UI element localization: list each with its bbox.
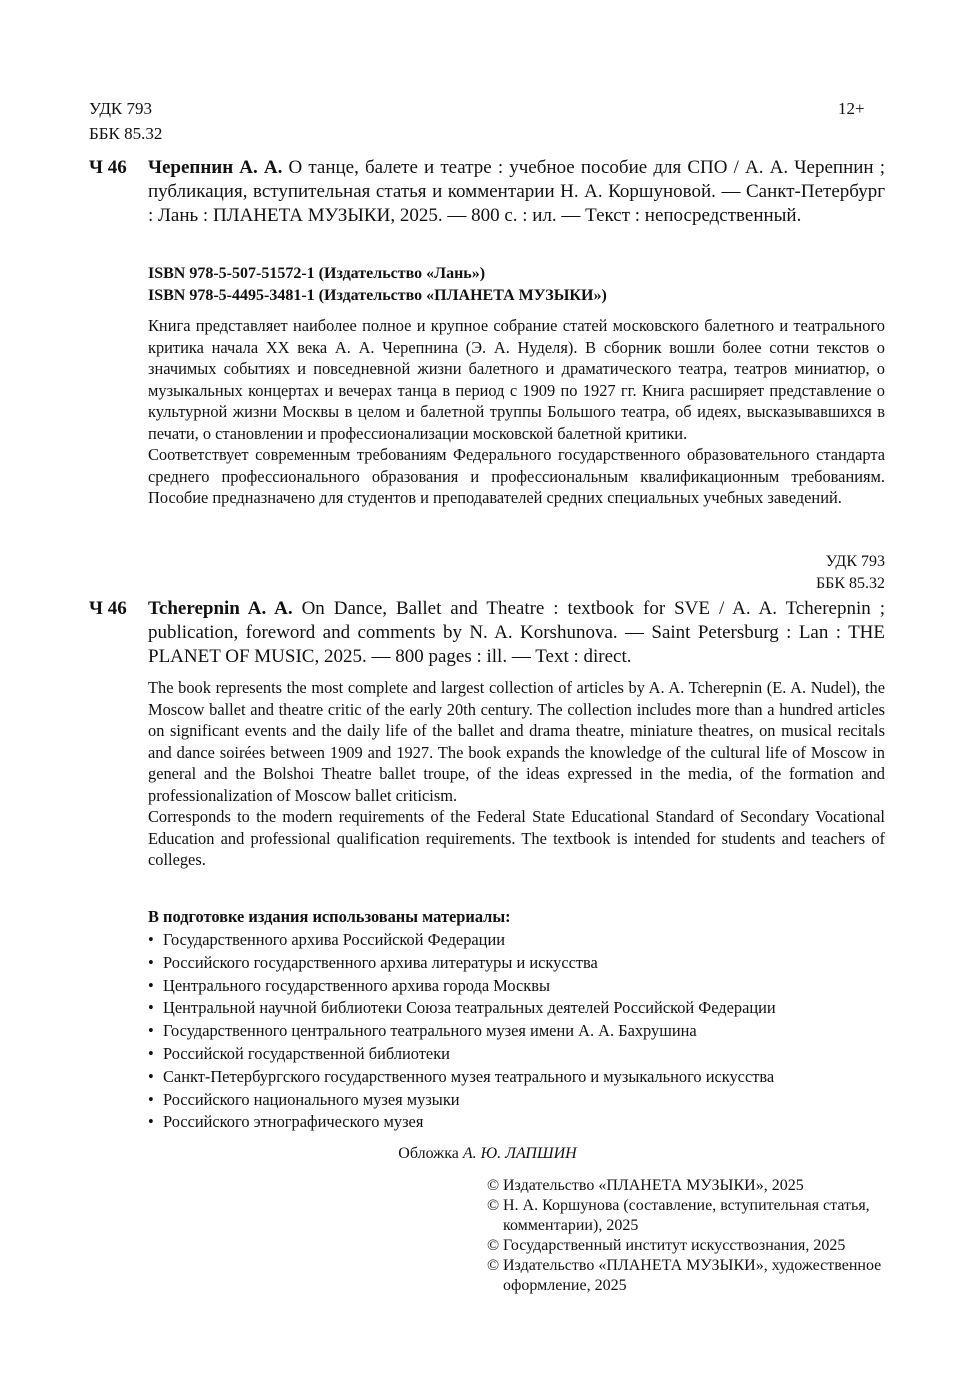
author-name-ru: Черепнин А. А. [148,157,283,178]
record-text-ru: О танце, балете и театре : учебное пособие для СПО / А. А. Черепнин ; публикация, вступительная статья и комментарии Н. А. Коршуновой. — Санкт-Петербург : Лань : ПЛАНЕТА МУЗЫКИ, 2025. — 800 с. : ил. — Текст : непосредственный. [148,157,886,226]
copyright-icon: © [487,1237,500,1254]
author-sign-ru: Ч 46 [89,157,127,178]
list-item: • Центрального государственного архива города Москвы [148,975,885,998]
bullet-icon: • [148,975,154,995]
list-item: • Государственного центрального театрального музея имени А. А. Бахрушина [148,1020,885,1043]
list-item: • Российского этнографического музея [148,1111,885,1134]
abstract-ru-paragraph-1: Книга представляет наиболее полное и крупное собрание статей московского балетного и театрального критика начала XX века А. А. Черепнина (Э. А. Нуделя). В сборник вошли более сотни текстов о значимых событиях и повседневной жизни балетного и драматического театра, театров миниатюр, о музыкальных концертах и вечерах танца в период с 1909 по 1927 гг. Книга расширяет представление о культурной жизни Москвы в целом и балетной труппы Большого театра, об идеях, высказывавшихся в печати, о становлении и профессионализации московской балетной критики. [148,316,885,443]
bullet-icon: • [148,1112,154,1132]
record-text-en: On Dance, Ballet and Theatre : textbook for SVE / A. A. Tcherepnin ; publication, foreword and comments by N. A. Korshunova. — Saint Petersburg : Lan : THE PLANET OF MUSIC, 2025. — 800 pages : ill. — Text : direct. [148,598,885,667]
isbn-lan: ISBN 978-5-507-51572-1 (Издательство «Лань») [148,265,486,282]
classification-block-right [700,551,885,595]
bullet-icon: • [148,998,154,1018]
isbn-planet: ISBN 978-5-4495-3481-1 (Издательство «ПЛАНЕТА МУЗЫКИ») [148,287,607,304]
copyright-item: © Государственный институт искусствознания, 2025 [487,1237,846,1254]
cover-label: Обложка [398,1145,463,1162]
copyright-item: © Издательство «ПЛАНЕТА МУЗЫКИ», 2025 [487,1177,804,1194]
copyright-icon: © [487,1177,500,1194]
abstract-ru [148,315,885,509]
bbk-code: ББК 85.32 [89,124,163,143]
copyright-item: © Н. А. Коршунова (составление, вступительная статья, комментарии), 2025 [487,1197,870,1234]
bullet-icon: • [148,1021,154,1041]
udk-code-right: УДК 793 [825,553,885,570]
cover-credit [0,1143,975,1165]
bullet-icon: • [148,1089,154,1109]
isbn-block [148,263,607,307]
list-item: • Российского государственного архива литературы и искусства [148,952,885,975]
abstract-ru-paragraph-2: Соответствует современным требованиям Федерального государственного образовательного стандарта среднего профессионального образования и профессиональным квалификационным требованиям. Пособие предназначено для студентов и преподавателей средних специальных учебных заведений. [148,445,885,507]
materials-section [148,906,885,1134]
bullet-icon: • [148,930,154,949]
age-rating: 12+ [838,99,865,118]
copyright-item: © Издательство «ПЛАНЕТА МУЗЫКИ», художественное оформление, 2025 [487,1257,882,1294]
bullet-icon: • [148,1043,154,1063]
copyright-icon: © [487,1197,500,1214]
abstract-en-paragraph-1: The book represents the most complete and largest collection of articles by A. A. Tcherepnin (E. A. Nudel), the Moscow ballet and theatre critic of the early 20th century. The collection includes more than a hundred articles on significant events and the daily life of the ballet and drama theatre, miniature theatres, on musical recitals and dance soirées between 1909 and 1927. The book expands the knowledge of the cultural life of Moscow in general and the Bolshoi Theatre ballet troupe, of the ideas expressed in the media, of the formation and professionalization of Moscow ballet criticism. [148,678,885,805]
author-sign-en: Ч 46 [89,598,127,619]
bbk-code-right: ББК 85.32 [815,575,885,592]
materials-list [148,929,885,1134]
bullet-icon: • [148,952,154,972]
classification-block [89,96,162,146]
materials-heading: В подготовке издания использованы материалы: [148,907,511,926]
list-item: • Российского национального музея музыки [148,1089,885,1112]
author-name-en: Tcherepnin A. A. [148,598,293,619]
bibliographic-record-en [148,597,885,669]
cover-artist: А. Ю. ЛАПШИН [462,1145,577,1162]
bullet-icon: • [148,1066,154,1086]
copyright-block [487,1176,907,1296]
udk-code: УДК 793 [89,99,153,118]
bibliographic-record-ru [148,156,885,228]
copyright-icon: © [487,1257,500,1274]
list-item: • Санкт-Петербургского государственного музея театрального и музыкального искусства [148,1066,885,1089]
abstract-en [148,677,885,871]
list-item: • Государственного архива Российской Федерации [148,929,885,952]
list-item: • Центральной научной библиотеки Союза театральных деятелей Российской Федерации [148,997,885,1020]
abstract-en-paragraph-2: Corresponds to the modern requirements of the Federal State Educational Standard of Secondary Vocational Education and professional qualification requirements. The textbook is intended for students and teachers of colleges. [148,807,885,869]
list-item: • Российской государственной библиотеки [148,1043,885,1066]
